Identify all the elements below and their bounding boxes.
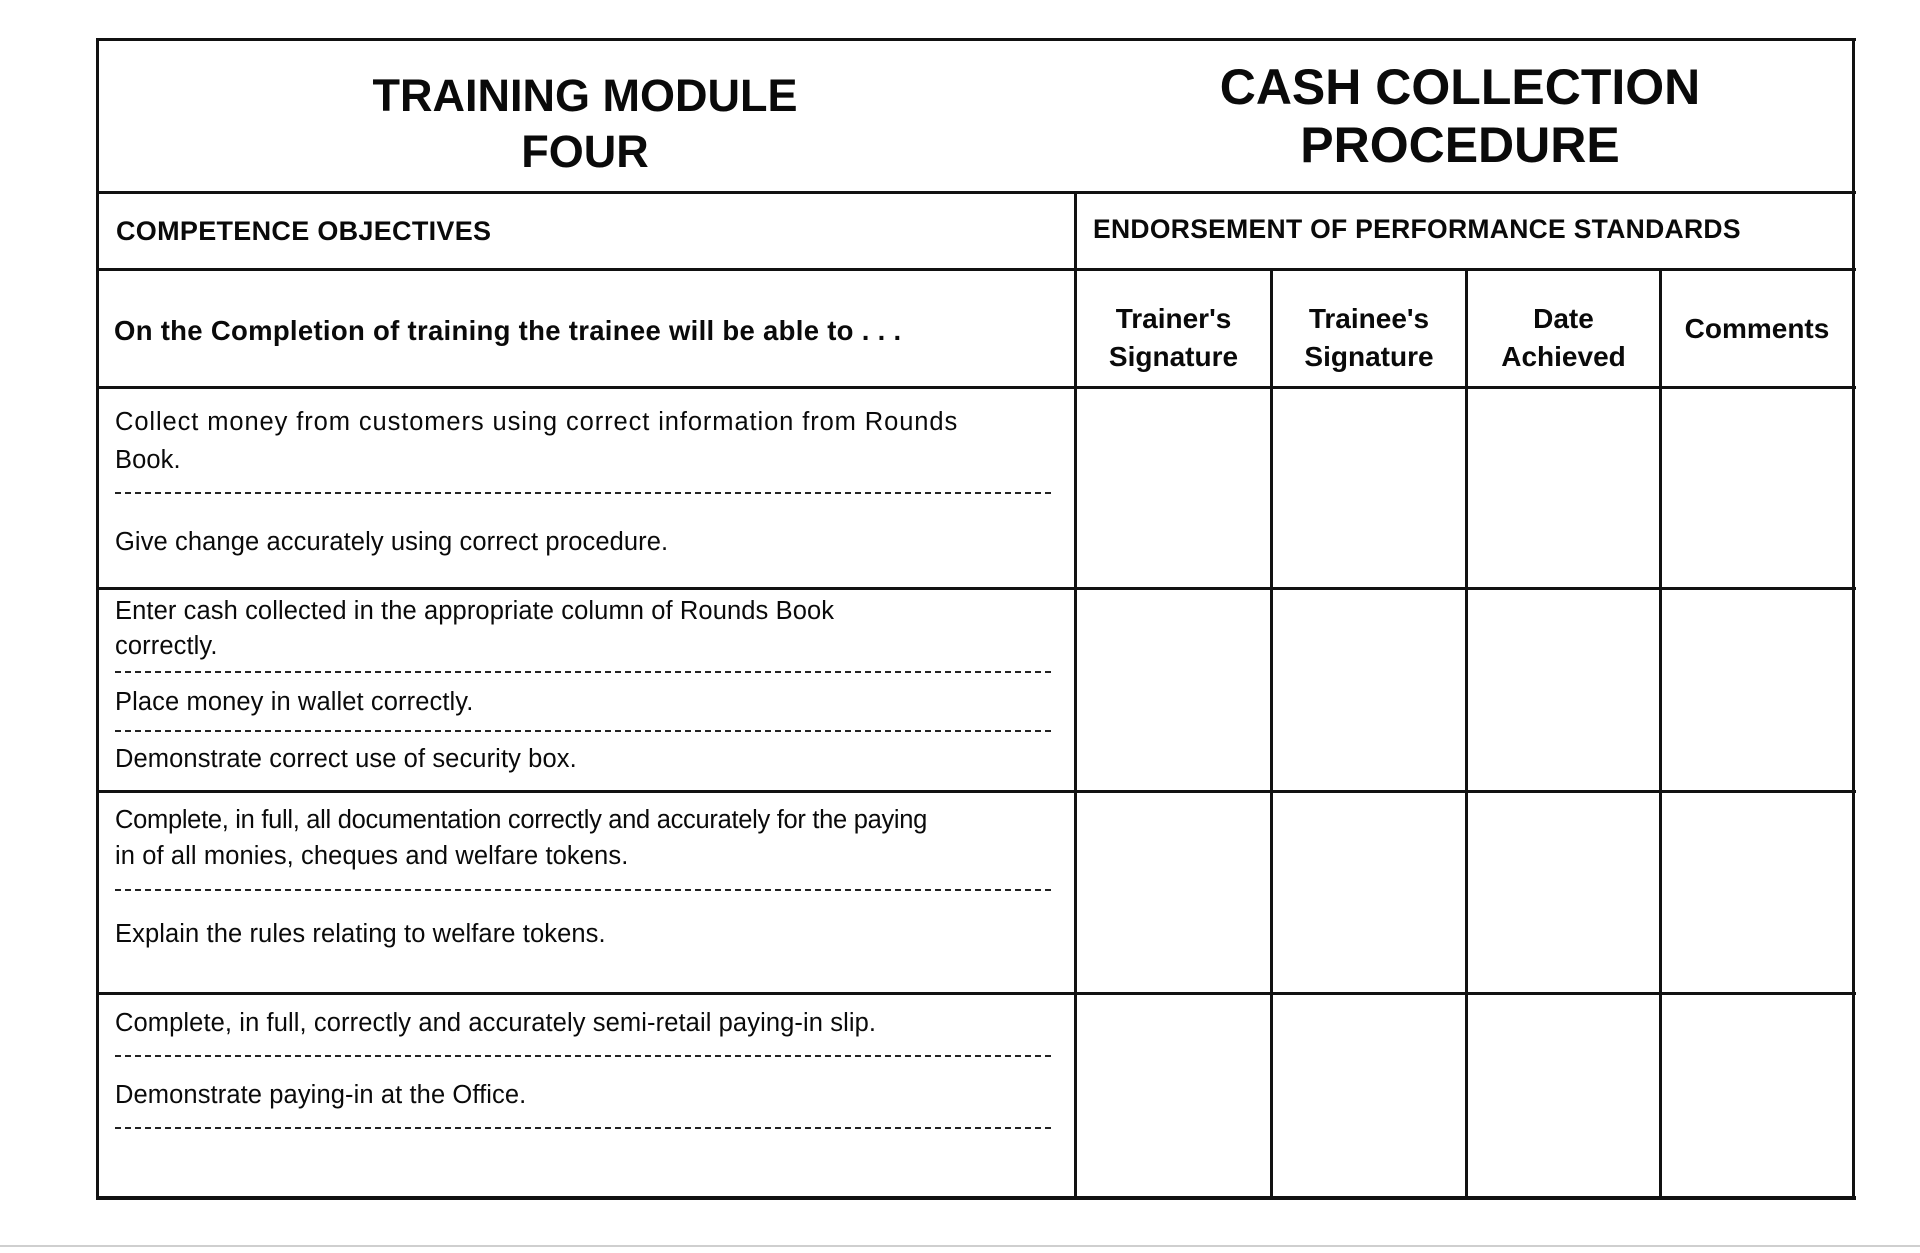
trainer-signature-cell[interactable] xyxy=(1077,793,1270,992)
date-achieved-cell[interactable] xyxy=(1468,793,1659,992)
divider-section xyxy=(97,268,1856,271)
divider-title xyxy=(97,191,1856,194)
objective-separator xyxy=(115,1055,1051,1057)
objective-separator xyxy=(115,730,1051,732)
procedure-title-line-1: CASH COLLECTION xyxy=(1219,59,1701,115)
procedure-title-line-2: PROCEDURE xyxy=(1300,117,1620,173)
column-header-date-achieved xyxy=(1468,290,1659,386)
column-header-trainee-signature xyxy=(1273,290,1465,386)
objective-text: Demonstrate paying-in at the Office. xyxy=(115,1081,527,1109)
trainee-signature-cell[interactable] xyxy=(1273,590,1465,790)
border-right xyxy=(1852,38,1855,1200)
module-title-line-1: TRAINING MODULE xyxy=(372,70,798,121)
column-header-trainer-signature xyxy=(1077,290,1270,386)
column-header-line: Trainee's xyxy=(1308,303,1430,334)
module-title xyxy=(300,68,870,180)
comments-cell[interactable] xyxy=(1662,793,1852,992)
procedure-title xyxy=(1150,58,1770,174)
column-header-comments xyxy=(1662,290,1852,368)
border-bottom xyxy=(97,1196,1856,1200)
trainer-signature-cell[interactable] xyxy=(1077,590,1270,790)
border-top xyxy=(97,38,1856,41)
comments-cell[interactable] xyxy=(1662,590,1852,790)
column-header-line: Comments xyxy=(1684,313,1830,344)
objective-text: Explain the rules relating to welfare tokens. xyxy=(115,920,606,948)
date-achieved-cell[interactable] xyxy=(1468,590,1659,790)
column-header-line: Signature xyxy=(1108,341,1239,372)
module-title-line-2: FOUR xyxy=(521,126,649,177)
objective-separator xyxy=(115,492,1051,494)
objective-text: Book. xyxy=(115,446,181,474)
endorsement-header: ENDORSEMENT OF PERFORMANCE STANDARDS xyxy=(1093,214,1741,244)
comments-cell[interactable] xyxy=(1662,389,1852,587)
column-header-line: Signature xyxy=(1304,341,1434,372)
column-header-line: Date xyxy=(1533,303,1594,334)
comments-cell[interactable] xyxy=(1662,995,1852,1196)
trainer-signature-cell[interactable] xyxy=(1077,995,1270,1196)
date-achieved-cell[interactable] xyxy=(1468,995,1659,1196)
trainee-signature-cell[interactable] xyxy=(1273,995,1465,1196)
trainer-signature-cell[interactable] xyxy=(1077,389,1270,587)
objective-separator xyxy=(115,1127,1051,1129)
column-header-line: Achieved xyxy=(1501,341,1626,372)
objective-text: Give change accurately using correct procedure. xyxy=(115,528,669,556)
border-left xyxy=(96,38,99,1200)
objective-separator xyxy=(115,889,1051,891)
objective-text: correctly. xyxy=(115,632,218,660)
trainee-signature-cell[interactable] xyxy=(1273,793,1465,992)
objective-text: Collect money from customers using correct information from Rounds xyxy=(115,408,959,436)
page-edge-line xyxy=(0,1245,1920,1247)
date-achieved-cell[interactable] xyxy=(1468,389,1659,587)
objective-text: Place money in wallet correctly. xyxy=(115,688,474,716)
objective-separator xyxy=(115,671,1051,673)
objective-text: Enter cash collected in the appropriate column of Rounds Book xyxy=(115,597,835,625)
objective-text: Complete, in full, all documentation correctly and accurately for the paying xyxy=(115,806,928,834)
objective-text: Demonstrate correct use of security box. xyxy=(115,745,577,773)
trainee-signature-cell[interactable] xyxy=(1273,389,1465,587)
objective-text: Complete, in full, correctly and accurately semi-retail paying-in slip. xyxy=(115,1009,877,1037)
competence-objectives-header: COMPETENCE OBJECTIVES xyxy=(116,216,492,246)
column-header-line: Trainer's xyxy=(1115,303,1232,334)
objective-text: in of all monies, cheques and welfare tokens. xyxy=(115,842,629,870)
objectives-intro: On the Completion of training the trainee will be able to . . . xyxy=(114,315,902,346)
